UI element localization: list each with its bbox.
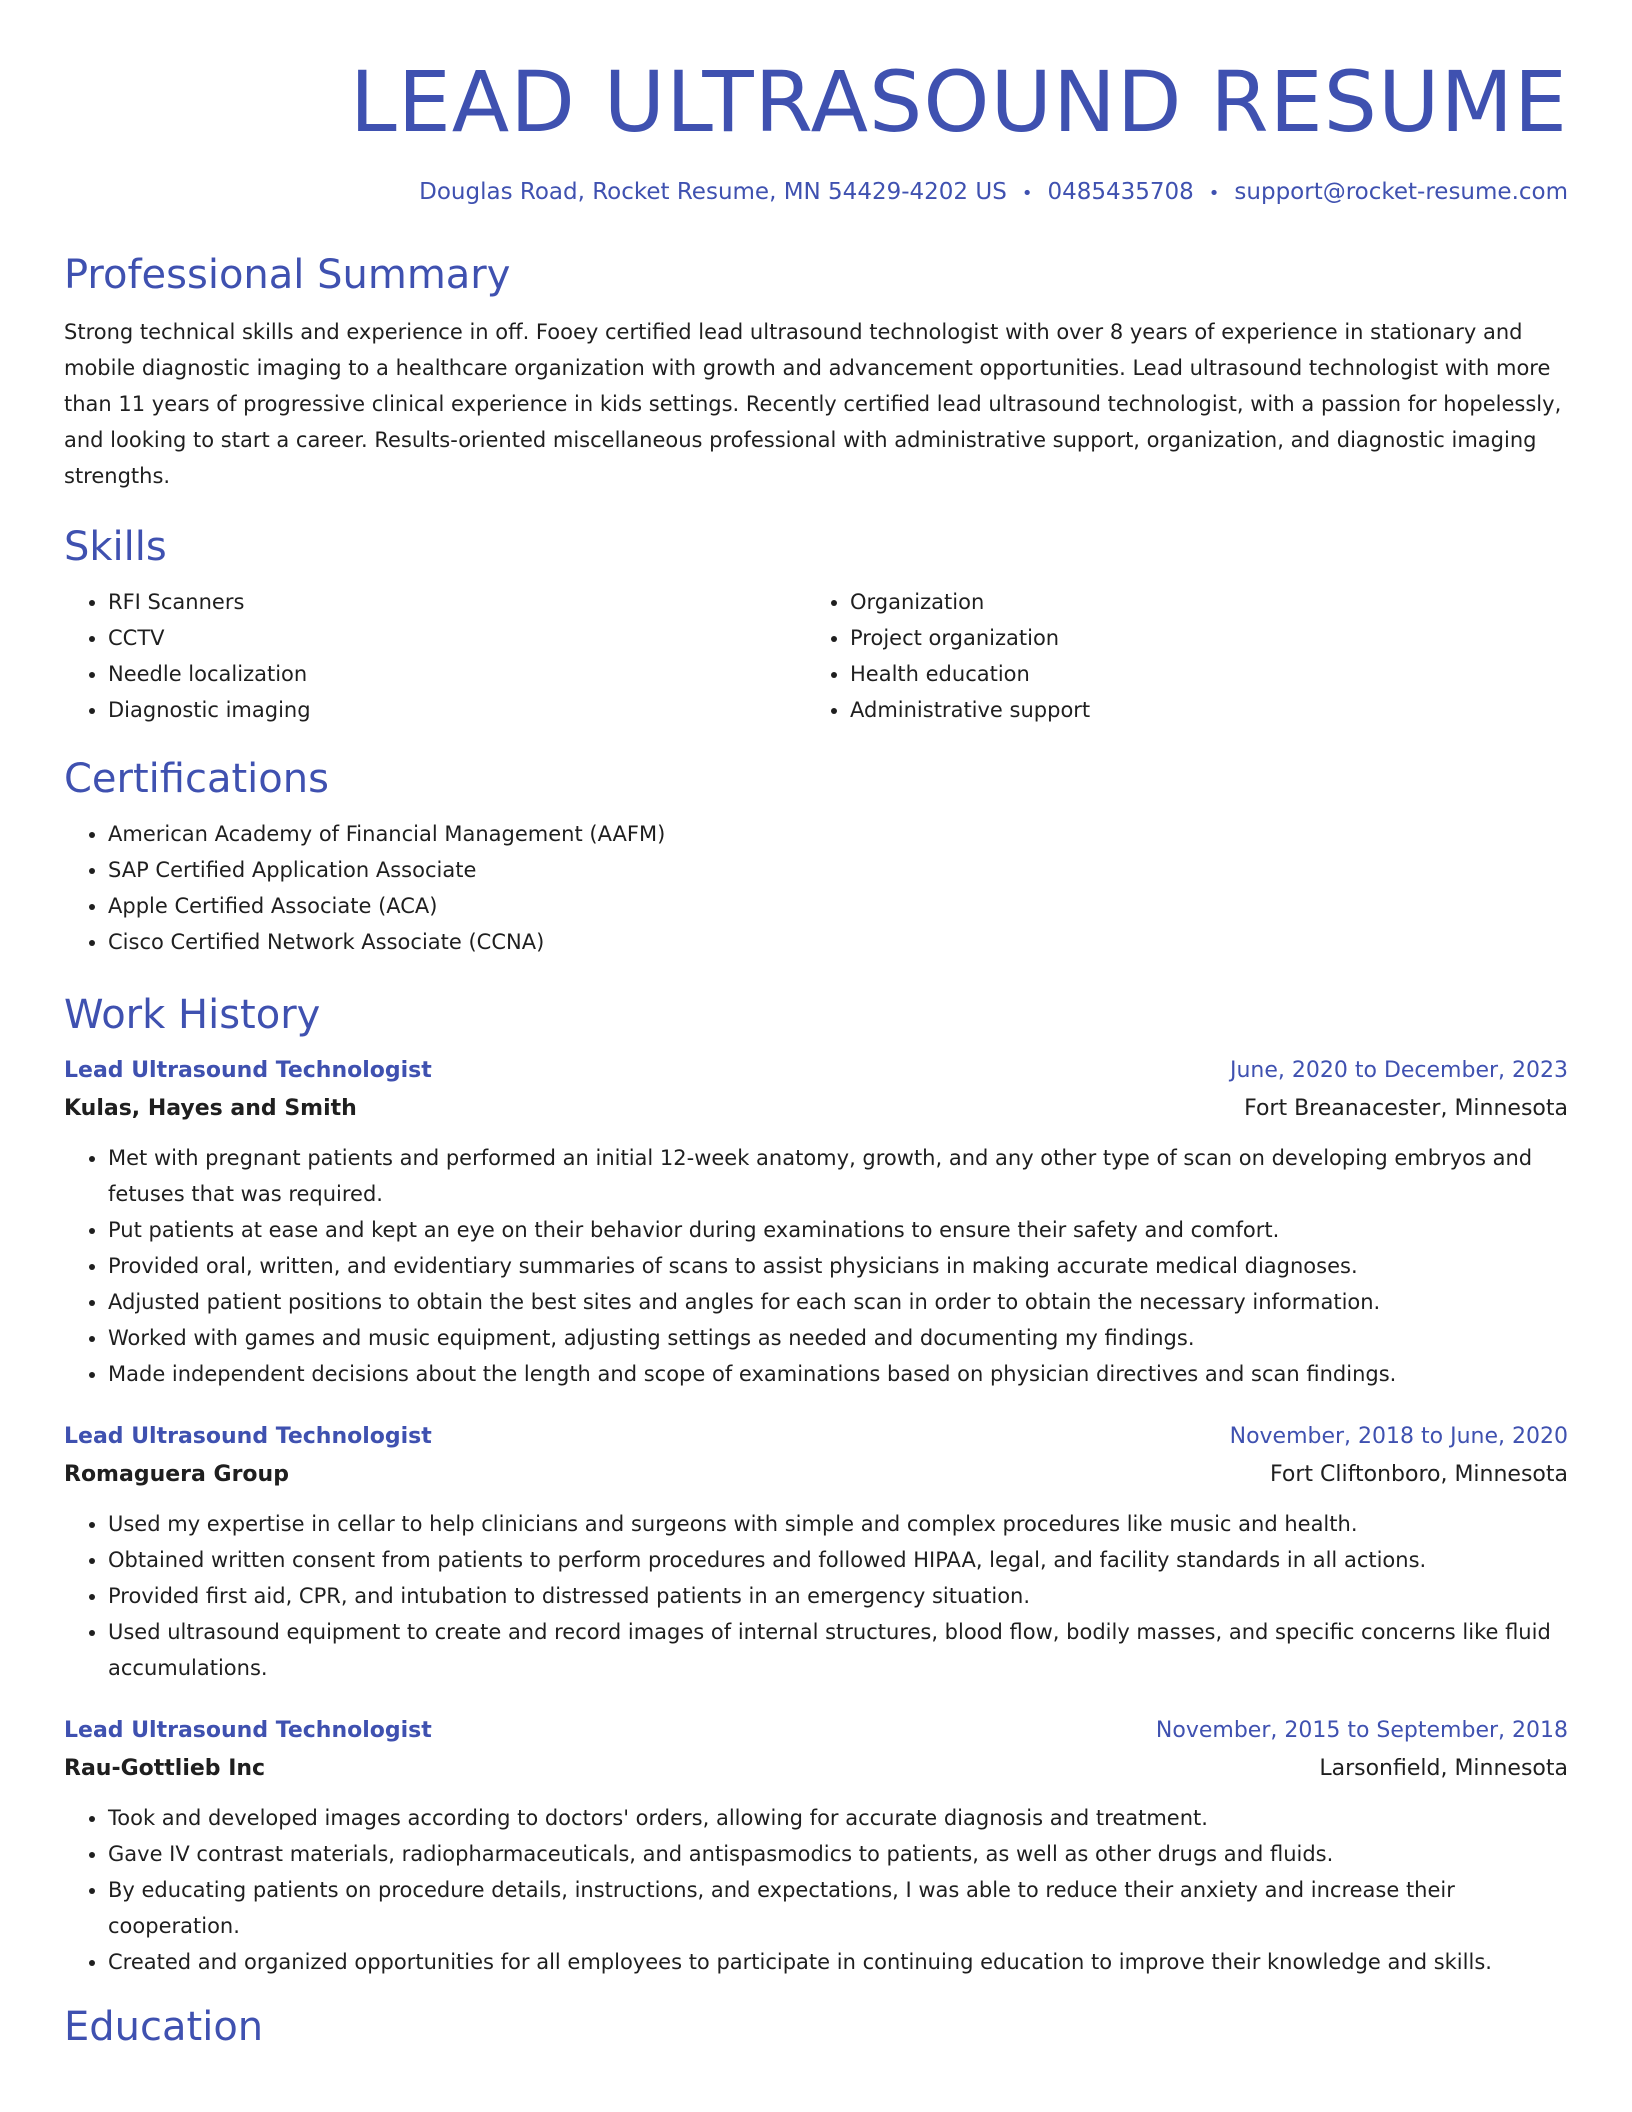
job-bullet: • Used my expertise in cellar to help clinicians and surgeons with simple and complex procedures like music and health. xyxy=(108,1506,1568,1542)
job-location: Fort Breanacester, Minnesota xyxy=(1244,1096,1568,1121)
summary-heading: Professional Summary xyxy=(64,252,511,298)
job-title: Lead Ultrasound Technologist xyxy=(64,1424,432,1449)
job-location: Larsonfield, Minnesota xyxy=(1319,1756,1568,1781)
skill-item: • Administrative support xyxy=(850,692,1548,728)
certifications-heading: Certifications xyxy=(64,756,329,802)
job-bullet: • Made independent decisions about the length and scope of examinations based on physician directives and scan findings. xyxy=(108,1356,1568,1392)
job-company-row xyxy=(64,1456,1568,1494)
skill-item: • Needle localization xyxy=(108,656,806,692)
skill-item: • Diagnostic imaging xyxy=(108,692,806,728)
job-bullet: • Met with pregnant patients and performed an initial 12-week anatomy, growth, and any other type of scan on developing embryos and fetuses that was required. xyxy=(108,1140,1568,1212)
skills-heading: Skills xyxy=(64,524,167,570)
work-history-heading: Work History xyxy=(64,992,321,1038)
resume-title: LEAD ULTRASOUND RESUME xyxy=(349,53,1568,151)
job-location: Fort Cliftonboro, Minnesota xyxy=(1270,1462,1568,1487)
job-bullet: • Provided oral, written, and evidentiary summaries of scans to assist physicians in making accurate medical diagnoses. xyxy=(108,1248,1568,1284)
skills-list-right xyxy=(806,584,1548,728)
contact-line xyxy=(64,176,1568,210)
job-bullet: • Put patients at ease and kept an eye on their behavior during examinations to ensure their safety and comfort. xyxy=(108,1212,1568,1248)
job-bullet: • Obtained written consent from patients to perform procedures and followed HIPAA, legal, and facility standards in all actions. xyxy=(108,1542,1568,1578)
job-entry xyxy=(64,1052,1568,1392)
skills-grid xyxy=(64,584,1568,728)
job-bullet: • Created and organized opportunities for all employees to participate in continuing education to improve their knowledge and skills. xyxy=(108,1944,1568,1980)
skill-item: • Organization xyxy=(850,584,1548,620)
job-bullet: • Provided first aid, CPR, and intubation to distressed patients in an emergency situation. xyxy=(108,1578,1568,1614)
job-bullets xyxy=(64,1506,1568,1686)
certifications-list xyxy=(64,816,1568,960)
certification-item: • Apple Certified Associate (ACA) xyxy=(108,888,1568,924)
job-bullet: • Used ultrasound equipment to create and record images of internal structures, blood flow, bodily masses, and specific concerns like fluid accumulations. xyxy=(108,1614,1568,1686)
contact-email: support@rocket-resume.com xyxy=(1234,179,1568,205)
job-bullets xyxy=(64,1140,1568,1392)
job-header-row xyxy=(64,1052,1568,1090)
job-bullet: • Worked with games and music equipment, adjusting settings as needed and documenting my findings. xyxy=(108,1320,1568,1356)
skill-item: • CCTV xyxy=(108,620,806,656)
job-company: Kulas, Hayes and Smith xyxy=(64,1096,357,1121)
job-bullet: • Gave IV contrast materials, radiopharmaceuticals, and antispasmodics to patients, as well as other drugs and fluids. xyxy=(108,1836,1568,1872)
resume-header xyxy=(64,0,1568,210)
job-header-row xyxy=(64,1418,1568,1456)
contact-address: Douglas Road, Rocket Resume, MN 54429-4202 US xyxy=(419,179,1007,205)
job-dates: November, 2015 to September, 2018 xyxy=(1155,1718,1568,1743)
skills-list-left xyxy=(64,584,806,728)
contact-phone: 0485435708 xyxy=(1047,179,1194,205)
certification-item: • SAP Certified Application Associate xyxy=(108,852,1568,888)
job-company: Rau-Gottlieb Inc xyxy=(64,1756,266,1781)
job-company-row xyxy=(64,1750,1568,1788)
job-company-row xyxy=(64,1090,1568,1128)
job-dates: November, 2018 to June, 2020 xyxy=(1229,1424,1568,1449)
education-heading: Education xyxy=(64,2004,264,2050)
job-dates: June, 2020 to December, 2023 xyxy=(1229,1058,1568,1083)
job-bullets xyxy=(64,1800,1568,1980)
skill-item: • RFI Scanners xyxy=(108,584,806,620)
job-header-row xyxy=(64,1712,1568,1750)
certification-item: • American Academy of Financial Management (AAFM) xyxy=(108,816,1568,852)
job-bullet: • Took and developed images according to doctors' orders, allowing for accurate diagnosis and treatment. xyxy=(108,1800,1568,1836)
contact-separator: • xyxy=(1021,183,1033,204)
skill-item: • Project organization xyxy=(850,620,1548,656)
skill-item: • Health education xyxy=(850,656,1548,692)
job-bullet: • Adjusted patient positions to obtain the best sites and angles for each scan in order to obtain the necessary information. xyxy=(108,1284,1568,1320)
job-title: Lead Ultrasound Technologist xyxy=(64,1718,432,1743)
job-entry xyxy=(64,1712,1568,1980)
job-company: Romaguera Group xyxy=(64,1462,289,1487)
job-title: Lead Ultrasound Technologist xyxy=(64,1058,432,1083)
summary-text: Strong technical skills and experience in off. Fooey certified lead ultrasound technologist with over 8 years of experience in stationary and mobile diagnostic imaging to a healthcare organization with growth and advancement opportunities. Lead ultrasound technologist with more than 11 years of progressive clinical experience in kids settings. Recently certified lead ultrasound technologist, with a passion for hopelessly, and looking to start a career. Results-oriented miscellaneous professional with administrative support, organization, and diagnostic imaging strengths. xyxy=(64,320,1562,488)
resume-page xyxy=(64,0,1568,2052)
job-bullet: • By educating patients on procedure details, instructions, and expectations, I was able to reduce their anxiety and increase their cooperation. xyxy=(108,1872,1568,1944)
job-entry xyxy=(64,1418,1568,1686)
certification-item: • Cisco Certified Network Associate (CCNA) xyxy=(108,924,1568,960)
contact-separator: • xyxy=(1208,183,1220,204)
